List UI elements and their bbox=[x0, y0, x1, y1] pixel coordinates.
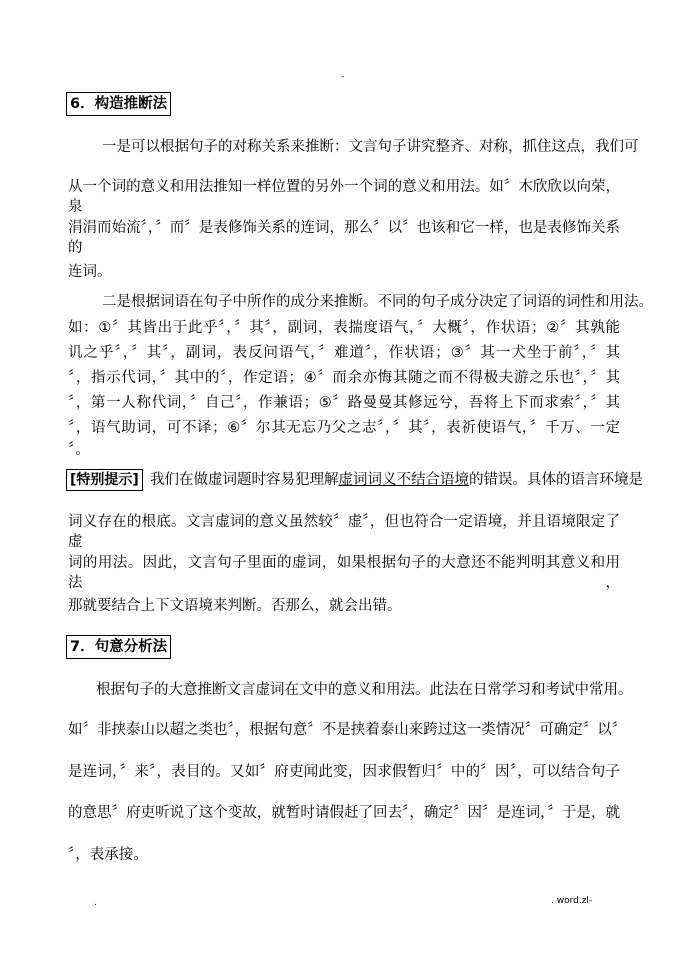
header-mark: - bbox=[341, 72, 345, 82]
tip-line-1-pre: 我们在做虚词题时容易犯理解 bbox=[150, 472, 339, 488]
s7-p1-line-3: 是连词，〞来〞，表目的。又如〞府吏闻此变，因求假暂归〞中的〞因〞，可以结合句子 bbox=[68, 764, 620, 780]
tip-line-1-post: 的错误。具体的语言环境是 bbox=[469, 472, 643, 488]
footer-right-text: . word.zl- bbox=[551, 896, 593, 906]
s6-p2-line-5: 〞，第一人称代词，〞自己〞，作兼语；⑤〞路曼曼其修远兮，吾将上下而求索〞，〞其 bbox=[68, 395, 620, 411]
section-6-heading: 6．构造推断法 bbox=[66, 92, 171, 116]
tip-underlined-phrase: 虚词词义不结合语境 bbox=[338, 472, 469, 488]
s7-p1-line-5: 〞，表承接。 bbox=[68, 847, 148, 863]
s6-p2-line-4: 〞，指示代词，〞其中的〞，作定语；④〞而余亦悔其随之而不得极夫游之乐也〞，〞其 bbox=[68, 370, 620, 386]
s6-p2-line-6: 〞，语气助词，可不译；⑥〞尔其无忘乃父之志〞，〞其〞，表祈使语气，〞千万、一定 bbox=[68, 420, 620, 436]
s7-p1-line-4: 的意思〞府吏听说了这个变故，就暂时请假赶了回去〞，确定〞因〞是连词，〞于是，就 bbox=[68, 805, 620, 821]
s6-p1-line-3: 涓涓而始流〞，〞而〞是表修饰关系的连词，那么〞以〞也该和它一样，也是表修饰关系的 bbox=[68, 220, 620, 256]
section-7-heading: 7．句意分析法 bbox=[66, 635, 171, 659]
s6-p1-line-4: 连词。 bbox=[68, 264, 112, 280]
tip-line-4: 那就要结合上下文语境来判断。否那么，就会出错。 bbox=[68, 598, 402, 614]
s7-p1-line-2: 如〞非挟泰山以超之类也〞，根据句意〞不是挟着泰山来跨过这一类情况〞可确定〞以〞 bbox=[68, 722, 627, 738]
s7-p1-line-1: 根据句子的大意推断文言虚词在文中的意义和用法。此法在日常学习和考试中常用。 bbox=[96, 682, 633, 698]
tip-line-3: 词的用法。因此，文言句子里面的虚词，如果根据句子的大意还不能判明其意义和用法， bbox=[68, 555, 620, 591]
footer-left-mark: . bbox=[94, 898, 97, 908]
s6-p2-line-2: 如：①〞其皆出于此乎〞，〞其〞，副词，表揣度语气，〞大概〞，作状语；②〞其孰能 bbox=[68, 320, 620, 336]
s6-p2-line-1: 二是根据词语在句子中所作的成分来推断。不同的句子成分决定了词语的词性和用法。 bbox=[102, 294, 653, 310]
s6-p2-line-3: 讥之乎〞，〞其〞，副词，表反问语气，〞难道〞，作状语；③〞其一犬坐于前〞，〞其 bbox=[68, 345, 620, 361]
s6-p1-line-1: 一是可以根据句子的对称关系来推断：文言句子讲究整齐、对称，抓住这点，我们可 bbox=[102, 139, 639, 155]
tip-line-2: 词义存在的根底。文言虚词的意义虽然较〞虚〞，但也符合一定语境，并且语境限定了虚 bbox=[68, 514, 620, 550]
s6-p1-line-2: 从一个词的意义和用法推知一样位置的另外一个词的意义和用法。如〞木欣欣以向荣，泉 bbox=[68, 179, 620, 215]
tip-line-1 bbox=[150, 470, 643, 490]
special-tip-label: [特别提示] bbox=[66, 469, 143, 491]
s6-p2-line-7: 〞。 bbox=[68, 442, 90, 458]
